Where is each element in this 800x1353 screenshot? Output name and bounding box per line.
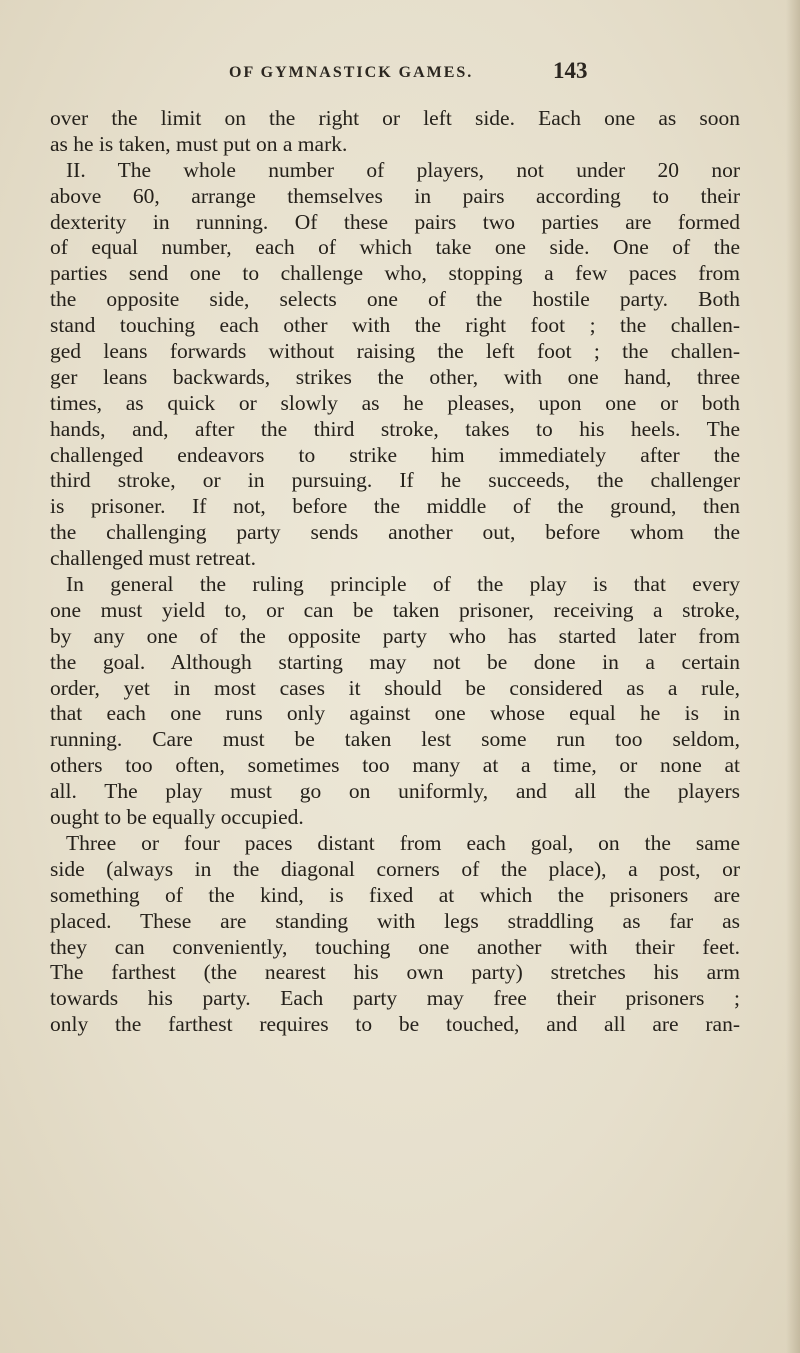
text-line: running. Care must be taken lest some run too seldom, [50,727,740,752]
text-line: side (always in the diagonal corners of the place), a post, or [50,856,740,881]
text-line: is prisoner. If not, before the middle of the ground, then [50,494,740,519]
text-line: hands, and, after the third stroke, takes to his heels. The [50,416,740,441]
text-line: others too often, sometimes too many at a time, or none at [50,753,740,778]
text-line: ger leans backwards, strikes the other, with one hand, three [50,364,740,389]
text-line: of equal number, each of which take one side. One of the [50,235,740,260]
text-line: third stroke, or in pursuing. If he succeeds, the challenger [50,468,740,493]
text-line: the opposite side, selects one of the hostile party. Both [50,287,740,312]
text-line: ged leans forwards without raising the left foot ; the challen- [50,339,740,364]
running-head [0,58,800,94]
text-line: something of the kind, is fixed at which the prisoners are [50,882,740,907]
text-line: only the farthest requires to be touched, and all are ran- [50,1012,740,1037]
text-line: II. The whole number of players, not under 20 nor [66,157,740,182]
text-line: parties send one to challenge who, stopping a few paces from [50,261,740,286]
text-line: The farthest (the nearest his own party) stretches his arm [50,960,740,985]
text-line: they can conveniently, touching one another with their feet. [50,934,740,959]
text-line: ought to be equally occupied. [50,805,304,830]
text-line: the goal. Although starting may not be done in a certain [50,649,740,674]
text-line: towards his party. Each party may free their prisoners ; [50,986,740,1011]
text-line: dexterity in running. Of these pairs two parties are formed [50,209,740,234]
text-line: over the limit on the right or left side. Each one as soon [50,106,740,130]
text-line: order, yet in most cases it should be considered as a rule, [50,675,740,700]
text-line: In general the ruling principle of the play is that every [66,572,740,597]
page-edge-shadow [786,0,800,1353]
text-line: as he is taken, must put on a mark. [50,131,348,156]
text-line: that each one runs only against one whose equal he is in [50,701,740,726]
text-line: one must yield to, or can be taken prisoner, receiving a stroke, [50,597,740,622]
text-line: all. The play must go on uniformly, and all the players [50,779,740,804]
text-line: challenged must retreat. [50,546,256,571]
running-title: OF GYMNASTICK GAMES. [229,64,474,81]
text-line: challenged endeavors to strike him immediately after the [50,442,740,467]
page-number: 143 [553,58,588,83]
text-line: Three or four paces distant from each goal, on the same [66,830,740,855]
text-line: times, as quick or slowly as he pleases, upon one or both [50,390,740,415]
text-line: above 60, arrange themselves in pairs according to their [50,183,740,208]
text-line: the challenging party sends another out, before whom the [50,520,740,545]
text-line: stand touching each other with the right foot ; the challen- [50,313,740,338]
text-line: placed. These are standing with legs straddling as far as [50,908,740,933]
text-line: by any one of the opposite party who has started later from [50,623,740,648]
body-text [50,106,740,1038]
